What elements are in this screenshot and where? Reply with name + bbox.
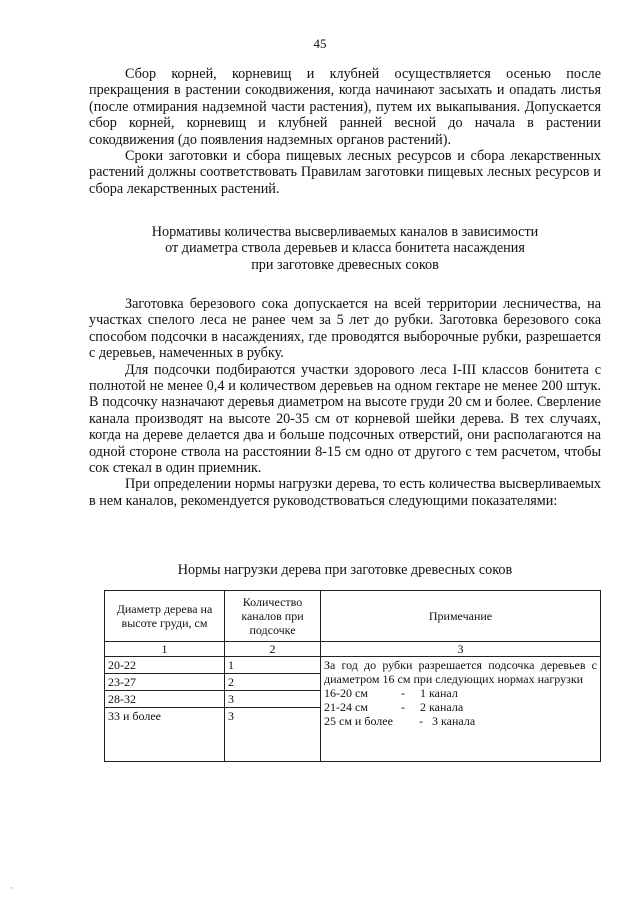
heading-line: Нормативы количества высверливаемых каналов в зависимости [151,224,539,240]
note-dash: - [401,700,405,714]
header-diameter: Диаметр дерева на высоте груди, см [105,591,225,642]
note-size: 21-24 см [324,700,368,714]
column-number: 2 [225,642,321,657]
note-item [324,700,597,714]
section-heading [89,224,601,273]
table-header-row [105,591,601,642]
note-size: 16-20 см [324,686,368,700]
note-cell [321,657,601,762]
body-text [89,296,601,509]
channels-cell: 2 [225,674,321,691]
channels-cell: 3 [225,691,321,708]
paragraph: Заготовка березового сока допускается на всей территории лесничества, на участках спелого леса не ранее чем за 5 лет до рубки. Заготовка березового сока способом подсочки в насаждениях, где проводятся выборочные рубки, разрешается с деревьев, намеченных в рубку. [89,296,601,362]
norms-table [104,590,601,762]
paragraph: При определении нормы нагрузки дерева, то есть количества высверливаемых в нем каналов, рекомендуется руководствоваться следующими показателями: [89,476,601,509]
channels-cell: 3 [225,708,321,762]
note-dash: - [401,686,405,700]
column-number: 3 [321,642,601,657]
header-channels: Количество каналов при подсочке [225,591,321,642]
table-title: Нормы нагрузки дерева при заготовке древесных соков [177,562,513,578]
paragraph: Сроки заготовки и сбора пищевых лесных ресурсов и сбора лекарственных растений должны соответствовать Правилам заготовки пищевых лесных ресурсов и сбора лекарственных растений. [89,148,601,197]
paragraph: Сбор корней, корневищ и клубней осуществляется осенью после прекращения в растении сокодвижения, когда начинают засыхать и опадать листья (после отмирания надземной части растения), путем их выкапывания. Допускается сбор корней, корневищ и клубней ранней весной до начала в растении сокодвижения (до появления надземных органов растений). [89,66,601,148]
paragraph: Для подсочки подбираются участки здорового леса I-III классов бонитета с полнотой не менее 0,4 и количеством деревьев на одном гектаре не менее 200 штук. В подсочку назначают деревья диаметром на высоте груди 20 см и более. Сверление канала производят на высоте 20-35 см от корневой шейки дерева. В тех случаях, когда на дереве делается два и больше подсочных отверстий, они располагаются на одной стороне ствола на расстоянии 8-15 см одно от другого с тем расчетом, чтобы сок стекал в один приемник. [89,361,601,477]
page-number: 45 [313,36,327,51]
note-dash: - [419,714,423,728]
channels-cell: 1 [225,657,321,674]
diameter-cell: 23-27 [105,674,225,691]
note-value: 1 канал [420,686,458,700]
note-text: За год до рубки разрешается подсочка деревьев с диаметром 16 см при следующих нормах нагрузки [324,658,597,686]
note-value: 3 канала [432,714,476,728]
diameter-cell: 20-22 [105,657,225,674]
diameter-cell: 33 и более [105,708,225,762]
note-size: 25 см и более [324,714,393,728]
header-note: Примечание [321,591,601,642]
heading-line: при заготовке древесных соков [251,256,439,273]
bottom-mark: · [10,883,13,893]
table-row [105,657,601,674]
note-item [324,714,597,728]
heading-line: от диаметра ствола деревьев и класса бонитета насаждения [165,240,525,257]
column-number-row [105,642,601,657]
note-value: 2 канала [420,700,464,714]
diameter-cell: 28-32 [105,691,225,708]
column-number: 1 [105,642,225,657]
intro-text [89,66,601,197]
note-item [324,686,597,700]
